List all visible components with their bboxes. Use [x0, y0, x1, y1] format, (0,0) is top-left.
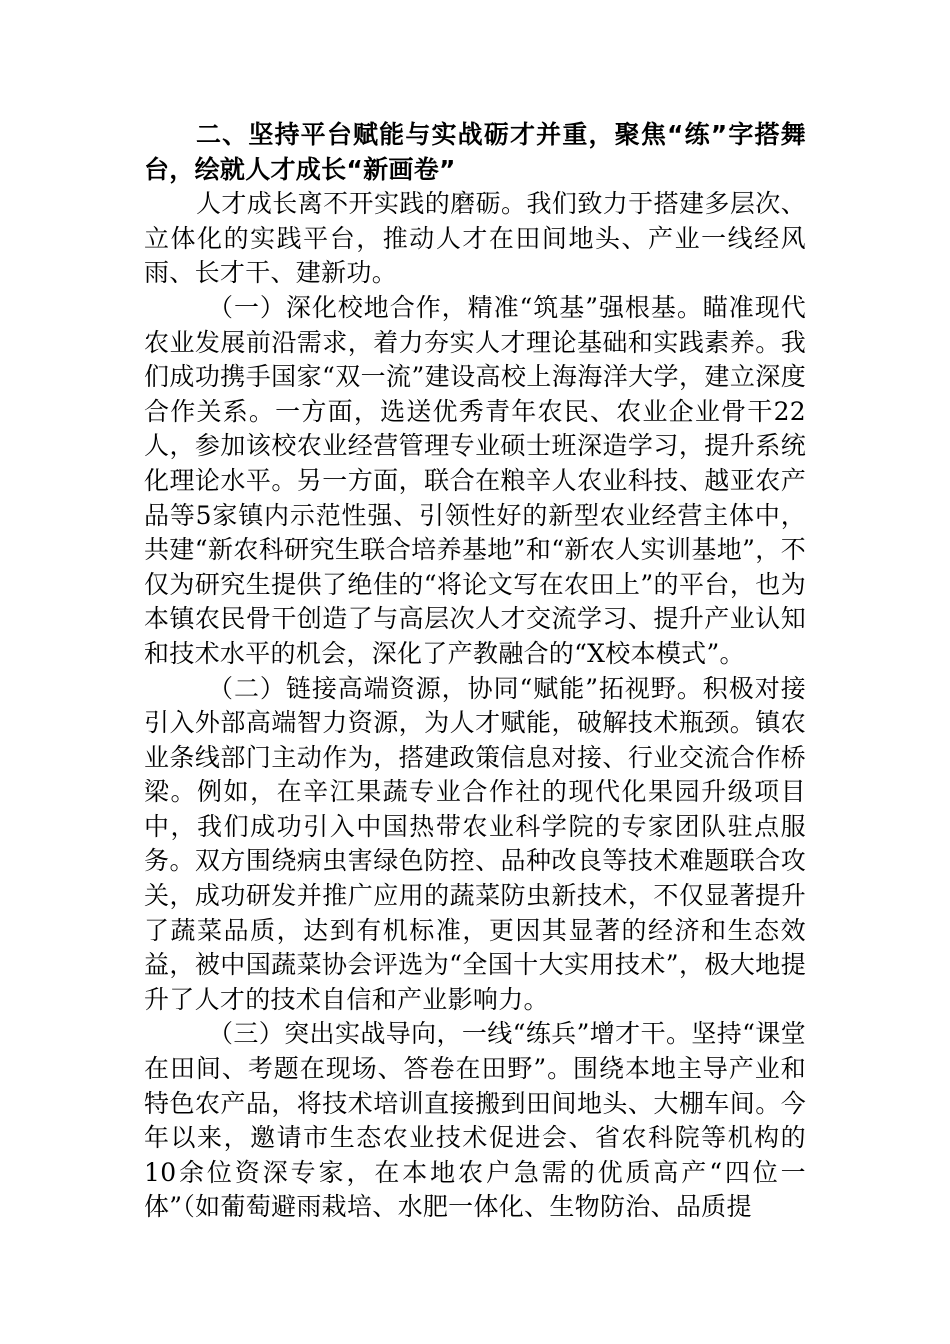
document-body — [144, 118, 806, 1225]
item-3-paragraph: （三）突出实战导向，一线“练兵”增才干。坚持“课堂在田间、考题在现场、答卷在田野”。围绕本地主导产业和特色农产品，将技术培训直接搬到田间地头、大棚车间。今年以来，邀请市生态农业技术促进会、省农科院等机构的10余位资深专家，在本地农户急需的优质高产“四位一体”（如葡萄避雨栽培、水肥一体化、生物防治、品质提 — [144, 1019, 806, 1222]
item-2-paragraph: （二）链接高端资源，协同“赋能”拓视野。积极对接引入外部高端智力资源，为人才赋能，破解技术瓶颈。镇农业条线部门主动作为，搭建政策信息对接、行业交流合作桥梁。例如，在辛江果蔬专业合作社的现代化果园升级项目中，我们成功引入中国热带农业科学院的专家团队驻点服务。双方围绕病虫害绿色防控、品种改良等技术难题联合攻关，成功研发并推广应用的蔬菜防虫新技术，不仅显著提升了蔬菜品质，达到有机标准，更因其显著的经济和生态效益，被中国蔬菜协会评选为“全国十大实用技术”，极大地提升了人才的技术自信和产业影响力。 — [144, 673, 806, 1014]
item-1-paragraph: （一）深化校地合作，精准“筑基”强根基。瞄准现代农业发展前沿需求，着力夯实人才理论基础和实践素养。我们成功携手国家“双一流”建设高校上海海洋大学，建立深度合作关系。一方面，选送优秀青年农民、农业企业骨干22人，参加该校农业经营管理专业硕士班深造学习，提升系统化理论水平。另一方面，联合在粮辛人农业科技、越亚农产品等5家镇内示范性强、引领性好的新型农业经营主体中，共建“新农科研究生联合培养基地”和“新农人实训基地”，不仅为研究生提供了绝佳的“将论文写在农田上”的平台，也为本镇农民骨干创造了与高层次人才交流学习、提升产业认知和技术水平的机会，深化了产教融合的“X校本模式”。 — [144, 292, 806, 668]
section-heading: 二、坚持平台赋能与实战砺才并重，聚焦“练”字搭舞台，绘就人才成长“新画卷” — [144, 120, 806, 184]
intro-paragraph: 人才成长离不开实践的磨砺。我们致力于搭建多层次、立体化的实践平台，推动人才在田间地头、产业一线经风雨、长才干、建新功。 — [144, 189, 806, 288]
